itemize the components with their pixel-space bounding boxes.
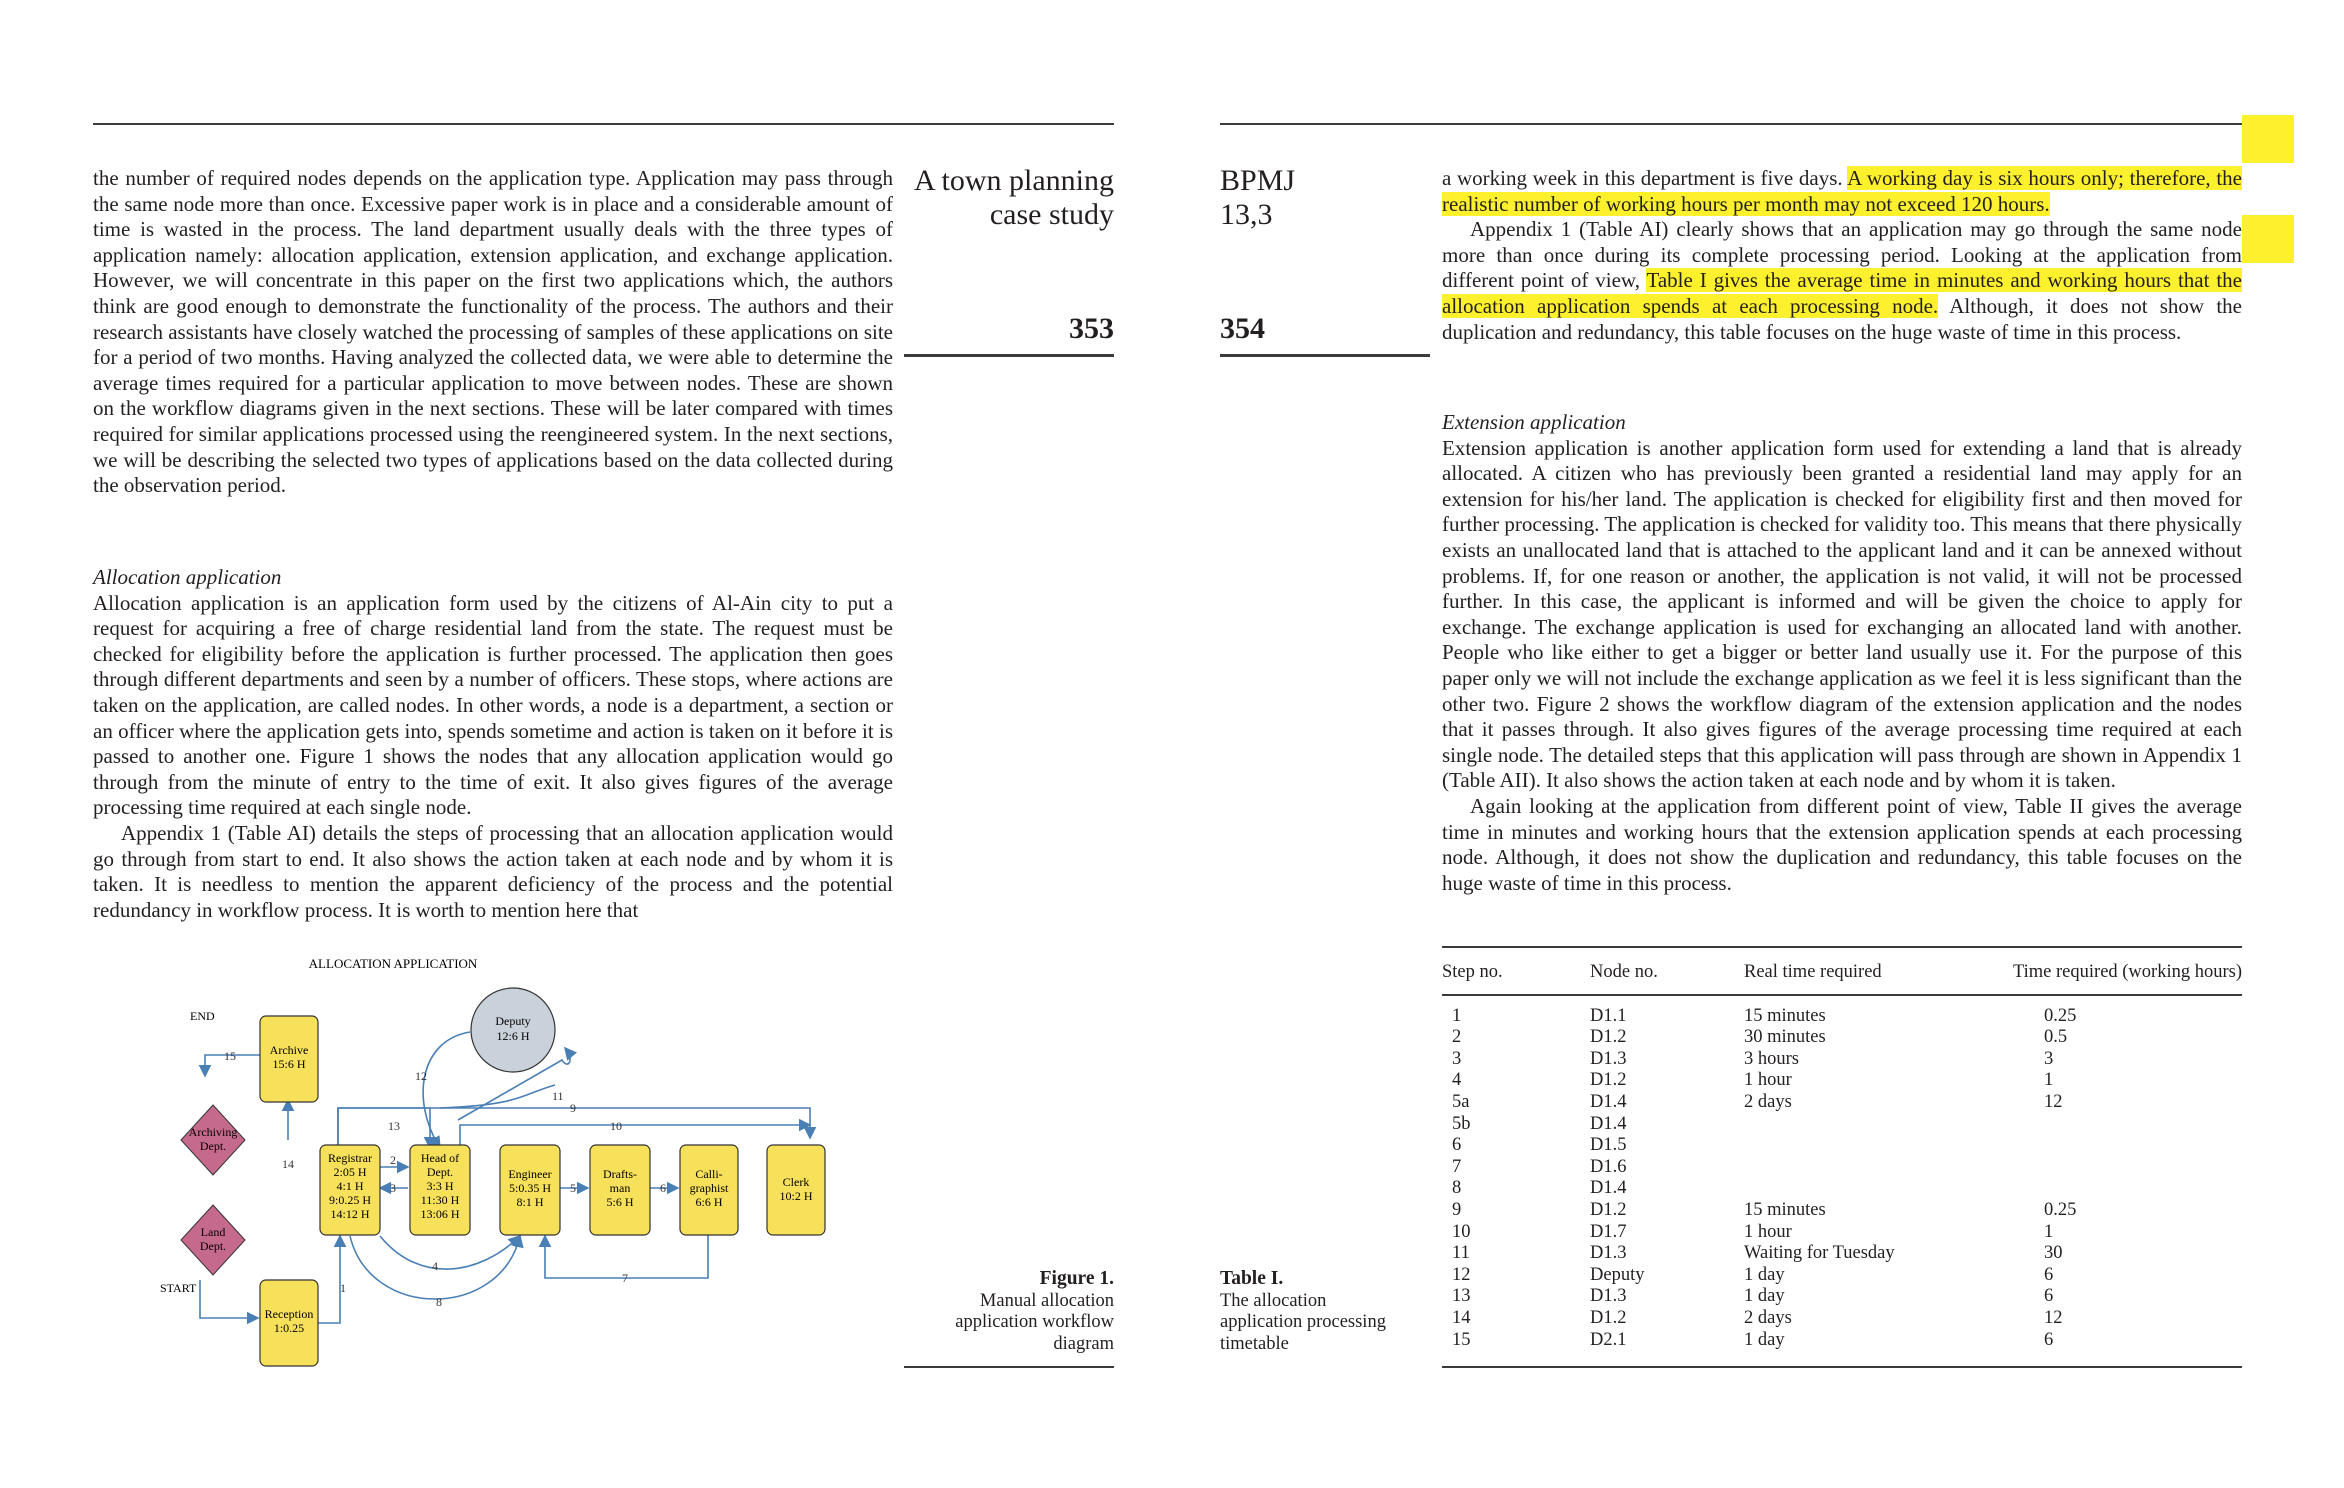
node-archive [260, 1016, 318, 1102]
svg-text:graphist: graphist [689, 1181, 729, 1195]
edge-4 [380, 1236, 520, 1269]
left-intro-text: the number of required nodes depends on the application type. Application may pass through the same node more than once. Excessive paper work is in place and a considerable amount of time is wasted in the process. The land department usually deals with the three types of application namely: allocation application, extension application, and exchange application. However, we will concentrate in this paper on the first two applications which, the authors think are good enough to demonstrate the functionality of the process. The authors and their research assistants have closely watched the processing of samples of these applications on site for a period of two months. Having analyzed the collected data, we were able to determine the average times required for a particular application to move between nodes. These are shown on the workflow diagrams given in the next sections. These will be later compared with times required for similar applications processed using the reengineered system. In the next sections, we will be describing the selected two types of applications based on the data collected during the observation period. [93, 166, 893, 498]
table-i-label: Table I. [1220, 1268, 1284, 1289]
table-row: 8 D1.4 [1452, 1178, 1627, 1199]
edge-label-6: 6 [660, 1181, 666, 1195]
allocation-para-1: Allocation application is an application form used by the citizens of Al-Ain city to put a request for acquiring a free of charge residential land from the state. The request must be checked for eligibility before the application is further processed. The application then goes through different departments and seen by a number of officers. These stops, where actions are taken on the application, are called nodes. In other words, a node is a department, a section or an officer where the application gets into, spends sometime and action is taken on it before it is passed to another one. Figure 1 shows the nodes that any allocation application would go through from the minute of entry to the time of exit. It also gives figures of the average processing time required at each single node. [93, 590, 893, 820]
extension-para-2: Again looking at the application from different point of view, Table II gives the average time in minutes and working hours that the extension application spends at each processing node. Although, it does not show the duplication and redundancy, this table focuses on the huge waste of time in this process. [1442, 793, 2242, 895]
figure-1-label: Figure 1. [1039, 1268, 1114, 1289]
svg-text:9:0.25 H: 9:0.25 H [329, 1193, 371, 1207]
node-reception [260, 1280, 318, 1366]
svg-text:4:1 H: 4:1 H [336, 1179, 364, 1193]
allocation-section [93, 565, 893, 923]
table-row: 7 D1.6 [1452, 1156, 1627, 1177]
node-archiving-dept [181, 1105, 245, 1175]
table-row: 9 D1.2 15 minutes 0.25 [1452, 1199, 2077, 1220]
edge-label-7: 7 [622, 1271, 628, 1285]
svg-text:Archive: Archive [269, 1043, 309, 1057]
node-deputy [471, 988, 555, 1072]
svg-text:8:1 H: 8:1 H [516, 1195, 544, 1209]
svg-text:10:2 H: 10:2 H [779, 1189, 813, 1203]
highlight-margin-marker-1 [2242, 115, 2294, 163]
svg-text:6:6 H: 6:6 H [695, 1195, 723, 1209]
th-real-time: Real time required [1744, 962, 1882, 982]
node-clerk [767, 1145, 825, 1235]
right-top-text: a working week in this department is five days. A working day is six hours only; therefore, the realistic number of working hours per month may not exceed 120 hours. Appendix 1 (Table AI) clearly shows that an application may go through the same node more than once during its complete processing period. Looking at the application from different point of view, Table I gives the average time in minutes and working hours that the allocation application spends at each processing node. Although, it does not show the duplication and redundancy, this table focuses on the huge waste of time in this process. [1442, 166, 2243, 344]
extension-section [1442, 410, 2242, 896]
table-top-rule [1442, 946, 2242, 948]
table-row: 3 D1.3 3 hours 3 [1452, 1048, 2054, 1069]
right-running-head: BPMJ 13,3 [1220, 164, 1296, 231]
svg-text:Dept.: Dept. [199, 1239, 227, 1253]
edge-label-1: 1 [340, 1281, 346, 1295]
svg-text:2:05 H: 2:05 H [333, 1165, 367, 1179]
extension-para-1: Extension application is another application form used for extending a land that is already allocated. A citizen who has previously been granted a residential land may apply for an extension for his/her land. The application is checked for eligibility first and then moved for further processing. The application is checked for validity too. This means that there physically exists an unallocated land that is attached to the applicant land and it can be annexed without problems. If, for one reason or another, the application is not valid, it will not be processed further. In this case, the applicant is informed and will be given the choice to apply for exchange. The exchange application is used for exchanging an allocated land with another. People who like either to get a bigger or better land usually use it. For the purpose of this paper only we will not include the exchange application as we feel it is less significant than the other two. Figure 2 shows the workflow diagram of the extension application and the nodes that it passes through. It also gives figures of the average processing time required at each single node. The detailed steps that this application will pass through are shown in Appendix 1 (Table AII). It also shows the action taken at each node and by whom it is taken. [1442, 435, 2242, 793]
svg-text:3:3 H: 3:3 H [426, 1179, 454, 1193]
start-label: START [160, 1281, 197, 1295]
highlight-margin-marker-2 [2242, 215, 2294, 263]
highlight-table-i: Table I gives the average time in minutes and working hours that the allocation application spends at each processing node. [1442, 268, 2243, 318]
edge-label-4: 4 [432, 1259, 438, 1273]
table-i-caption: Table I. The allocation application processing timetable [1220, 1268, 1386, 1354]
figure-caption-rule [904, 1366, 1114, 1368]
table-i [1442, 962, 2242, 1351]
svg-text:Land: Land [200, 1225, 226, 1239]
table-row: 4 D1.2 1 hour 1 [1452, 1070, 2054, 1091]
edge-label-13: 13 [388, 1119, 400, 1133]
svg-text:13:06 H: 13:06 H [420, 1207, 460, 1221]
edge-label-14: 14 [282, 1157, 294, 1171]
table-bottom-rule [1442, 1366, 2242, 1368]
node-land-dept [181, 1205, 245, 1275]
allocation-heading: Allocation application [93, 565, 282, 589]
svg-text:Dept.: Dept. [199, 1139, 227, 1153]
node-draftsman [590, 1145, 650, 1235]
edge-13 [338, 1108, 430, 1148]
edge-label-8: 8 [436, 1295, 442, 1309]
table-row: 6 D1.5 [1452, 1135, 1627, 1156]
figure-title: ALLOCATION APPLICATION [308, 956, 478, 971]
svg-text:Head of: Head of [420, 1151, 460, 1165]
edge-label-12: 12 [415, 1069, 427, 1083]
extension-heading: Extension application [1442, 410, 1626, 434]
left-running-head: A town planning case study [914, 164, 1114, 231]
top-rule-right [1220, 123, 2242, 125]
svg-text:Deputy: Deputy [495, 1014, 531, 1028]
svg-text:Engineer: Engineer [508, 1167, 552, 1181]
table-row: 5a D1.4 2 days 12 [1452, 1091, 2063, 1112]
table-row: 13 D1.3 1 day 6 [1452, 1286, 2054, 1307]
edge-1 [318, 1236, 340, 1323]
highlight-working-day: A working day is six hours only; therefore, the realistic number of working hours per month may not exceed 120 hours. [1442, 166, 2243, 216]
table-row: 2 D1.2 30 minutes 0.5 [1452, 1027, 2068, 1048]
table-row: 11 D1.3 Waiting for Tuesday 30 [1452, 1243, 2063, 1264]
svg-text:5:6 H: 5:6 H [606, 1195, 634, 1209]
node-calligraphist [680, 1145, 738, 1235]
svg-text:11:30 H: 11:30 H [420, 1193, 460, 1207]
edge-label-2: 2 [390, 1153, 396, 1167]
table-row: 10 D1.7 1 hour 1 [1452, 1221, 2054, 1242]
edge-label-15: 15 [224, 1049, 236, 1063]
node-engineer [500, 1145, 560, 1235]
svg-text:Dept.: Dept. [426, 1165, 454, 1179]
table-row: 15 D2.1 1 day 6 [1452, 1329, 2054, 1350]
svg-text:1:0.25: 1:0.25 [273, 1321, 305, 1335]
right-page-number: 354 [1220, 312, 1265, 345]
table-row: 1 D1.1 15 minutes 0.25 [1452, 1005, 2077, 1026]
svg-text:Drafts-: Drafts- [603, 1167, 637, 1181]
svg-text:Archiving: Archiving [188, 1125, 238, 1139]
edge-label-3: 3 [390, 1181, 396, 1195]
edge-label-10: 10 [610, 1119, 622, 1133]
th-step: Step no. [1442, 962, 1503, 982]
table-row: 12 Deputy 1 day 6 [1452, 1264, 2054, 1285]
edge-label-5: 5 [570, 1181, 576, 1195]
allocation-para-2: Appendix 1 (Table AI) details the steps of processing that an allocation application would go through from start to end. It also shows the action taken at each node and by whom it is taken. It is needless to mention the apparent deficiency of the process and the potential redundancy in workflow process. It is worth to mention here that [93, 820, 893, 922]
svg-text:man: man [609, 1181, 631, 1195]
svg-text:Registrar: Registrar [328, 1151, 372, 1165]
node-head-of-dept [410, 1145, 470, 1235]
end-label: END [190, 1009, 215, 1023]
figure-1-caption: Figure 1. Manual allocation application workflow diagram [955, 1268, 1114, 1354]
th-node: Node no. [1590, 962, 1658, 982]
edge-start [200, 1280, 258, 1318]
svg-text:Clerk: Clerk [782, 1175, 810, 1189]
svg-text:15:6 H: 15:6 H [272, 1057, 306, 1071]
svg-text:Reception: Reception [264, 1307, 314, 1321]
left-page-number-rule [904, 354, 1114, 357]
figure-1-workflow-diagram [93, 945, 893, 1385]
table-row: 5b D1.4 [1452, 1113, 1627, 1134]
th-working-hours: Time required (working hours) [2013, 962, 2242, 982]
table-row: 14 D1.2 2 days 12 [1452, 1307, 2063, 1328]
left-page-number: 353 [1069, 312, 1114, 345]
node-registrar [320, 1145, 380, 1235]
edge-label-9: 9 [570, 1101, 576, 1115]
edge-label-11: 11 [552, 1089, 564, 1103]
top-rule-left [93, 123, 1114, 125]
svg-text:5:0.35 H: 5:0.35 H [509, 1181, 551, 1195]
svg-text:12:6 H: 12:6 H [496, 1029, 530, 1043]
svg-text:14:12 H: 14:12 H [330, 1207, 370, 1221]
right-page-number-rule [1220, 354, 1430, 357]
svg-text:Calli-: Calli- [695, 1167, 723, 1181]
